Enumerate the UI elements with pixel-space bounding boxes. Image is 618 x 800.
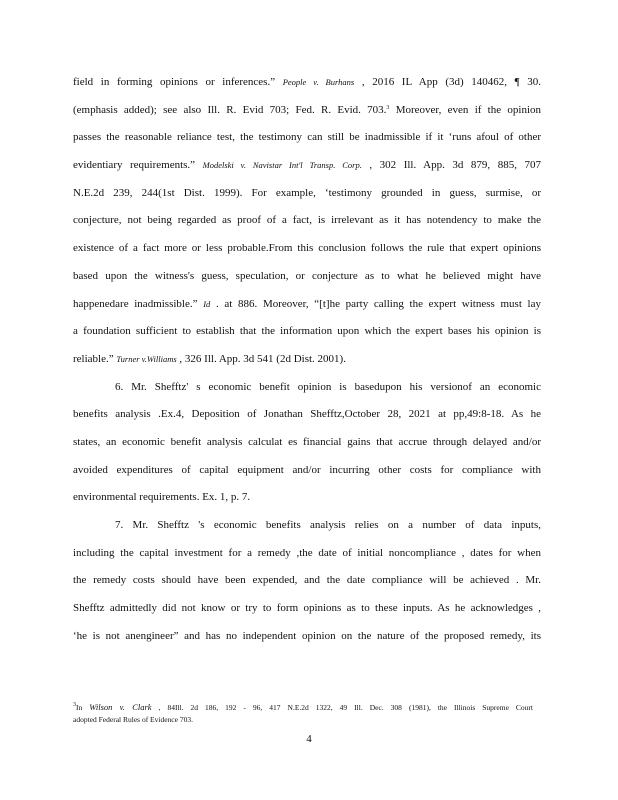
footnote-line: adopted Federal Rules of Evidence 703. [73,715,193,724]
case-citation: People v. Burhans [282,77,355,87]
text-line: based upon the witness's guess, speculation, or conjecture as to what he believed might have [73,269,541,282]
footnote-line: $^3$In Wilson v. Clark , 84Ill. 2d 186, 192 - 96, 417 N.E.2d 1322, 49 Ill. Dec. 308 (1981), the Illinois Supreme Court [73,702,533,712]
text-line: reliable.” Turner v.Williams , 326 Ill. App. 3d 541 (2d Dist. 2001). [73,352,346,365]
text-line: ‘he is not anengineer” and has no independent opinion on the nature of the proposed remedy, its [73,629,541,642]
text-line: existence of a fact more or less probable.From this conclusion follows the rule that expert opinions [73,242,541,255]
case-citation: Wilson v. Clark [89,702,152,712]
text-line: the remedy costs should have been expended, and the date compliance will be achieved . Mr. [73,574,541,587]
page-number: 4 [306,733,312,745]
paragraph-7-start: 7. Mr. Shefftz 's economic benefits analysis relies on a number of data inputs, [115,519,541,531]
paragraph-6-start: 6. Mr. Shefftz' s economic benefit opinion is basedupon his versionof an economic [115,380,541,393]
text-line: states, an economic benefit analysis calculat es financial gains that accrue through delayed and/or [73,435,541,448]
text-line: happenedare inadmissible.” Id . at 886. Moreover, “[t]he party calling the expert witness must lay [73,297,541,310]
text-line: evidentiary requirements.” Modelski v. Navistar Int'l Transp. Corp. , 302 Ill. App. 3d 879, 885, 707 [73,159,541,172]
case-citation: Modelski v. Navistar Int'l Transp. Corp. [202,160,362,171]
text-line: a foundation sufficient to establish that the information upon which the expert bases his opinion is [73,325,541,338]
text-line: including the capital investment for a remedy ,the date of initial noncompliance , dates for when [73,546,541,559]
text-line: avoided expenditures of capital equipment and/or incurring other costs for compliance with [73,463,541,476]
footnote-reference: 3 [386,104,390,111]
text-line: conjecture, not being regarded as proof of a fact, is irrelevant as it has notendency to make the [73,214,541,227]
text-line: passes the reasonable reliance test, the testimony can still be inadmissible if it ‘runs afoul of other [73,131,541,144]
text-line: N.E.2d 239, 244(1st Dist. 1999). For example, ‘testimony grounded in guess, surmise, or [73,186,541,199]
text-line: (emphasis added); see also Ill. R. Evid 703; Fed. R. Evid. 703.$^3$ Moreover, even if the opinion [73,103,541,116]
case-citation: Id [203,298,211,309]
text-line: Shefftz admittedly did not know or try to form opinions as to these inputs. As he acknowledges , [73,602,541,615]
body-text [73,69,541,650]
footnote-marker: 3 [73,702,76,708]
text-line: field in forming opinions or inferences.” People v. Burhans , 2016 IL App (3d) 140462, ¶ 30. [73,76,541,88]
footnote [73,701,533,726]
text-line: environmental requirements. Ex. 1, p. 7. [73,491,251,504]
text-line: benefits analysis .Ex.4, Deposition of Jonathan Shefftz,October 28, 2021 at pp,49:8-18. As he [73,408,541,421]
case-citation: Turner v.Williams [116,353,177,364]
